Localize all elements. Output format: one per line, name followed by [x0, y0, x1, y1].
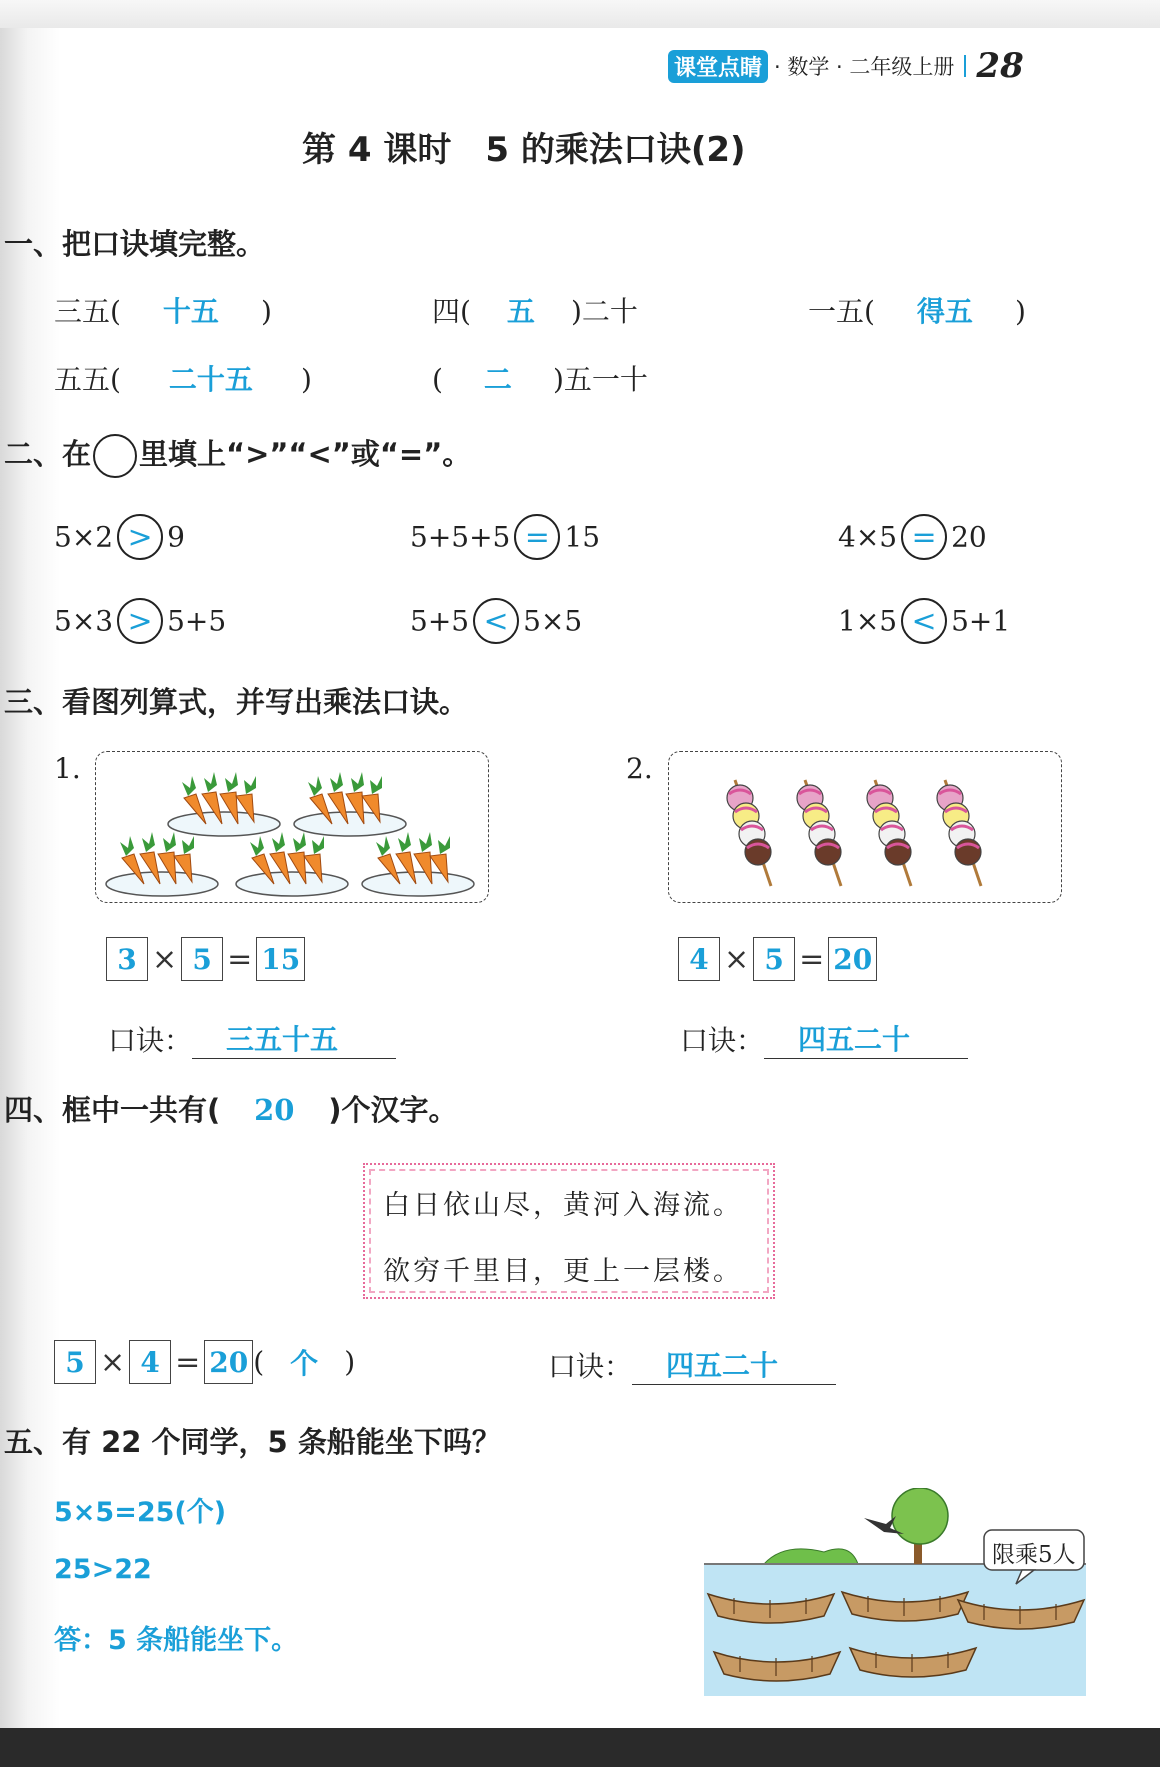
equation-1: 3 × 5 = 15 [106, 937, 305, 981]
section-4-heading: 四、框中一共有( 20 )个汉字。 [4, 1093, 458, 1127]
compare-item-5: 5+5 < 5×5 [410, 598, 582, 644]
fill-item-1: 三五( 十五 ) [54, 295, 272, 328]
circle-icon [93, 434, 137, 478]
brand-badge: 课堂点睛 [668, 50, 768, 83]
carrot-plates-illustration [96, 752, 488, 902]
fill-item-2: 四( 五 )二十 [432, 295, 638, 328]
equation-3: 5 × 4 = 20 ( 个 ) [54, 1340, 355, 1384]
poem-line-2: 欲穷千里目，更上一层楼。 [383, 1256, 743, 1287]
rhyme-1: 口诀： 三五十五 [108, 1018, 396, 1059]
compare-item-3: 4×5 = 20 [838, 514, 987, 560]
section-2-heading: 二、在 里填上“>”“<”或“=”。 [4, 432, 471, 478]
solution-line-2: 25>22 [54, 1554, 152, 1585]
skewers-illustration [669, 752, 1061, 902]
section-3-heading: 三、看图列算式，并写出乘法口诀。 [4, 685, 469, 719]
page-header [668, 48, 1024, 84]
header-divider [964, 55, 966, 77]
boats-illustration [704, 1488, 1086, 1696]
rhyme-2: 口诀： 四五二十 [680, 1018, 968, 1059]
poem-frame [363, 1163, 775, 1299]
fill-item-3: 一五( 得五 ) [808, 295, 1026, 328]
skewer-picture-frame [668, 751, 1062, 903]
solution-line-1: 5×5=25(个) [54, 1497, 227, 1528]
compare-item-1: 5×2 > 9 [54, 514, 185, 560]
boat-sign-text: 限乘5人 [992, 1542, 1076, 1568]
equation-2: 4 × 5 = 20 [678, 937, 877, 981]
compare-item-6: 1×5 < 5+1 [838, 598, 1010, 644]
page-top-edge [0, 0, 1160, 28]
fill-item-4: 五五( 二十五 ) [54, 363, 312, 396]
rhyme-3: 口诀： 四五二十 [548, 1344, 836, 1385]
page-number: 28 [976, 46, 1024, 86]
compare-item-2: 5+5+5 = 15 [410, 514, 600, 560]
lesson-title: 第 4 课时 5 的乘法口诀(2) [302, 130, 746, 170]
section-5-heading: 五、有 22 个同学，5 条船能坐下吗？ [4, 1425, 501, 1459]
poem-line-1: 白日依山尽，黄河入海流。 [383, 1190, 743, 1221]
compare-item-4: 5×3 > 5+5 [54, 598, 226, 644]
answer-line: 答：5 条船能坐下。 [54, 1625, 299, 1656]
subject-label: · 数学 · 二年级上册 [774, 55, 955, 79]
fill-item-5: ( 二 )五一十 [432, 363, 648, 396]
carrot-picture-frame [95, 751, 489, 903]
problem-2-number: 2. [626, 752, 653, 785]
problem-1-number: 1. [54, 752, 81, 785]
section-1-heading: 一、把口诀填完整。 [4, 227, 266, 261]
